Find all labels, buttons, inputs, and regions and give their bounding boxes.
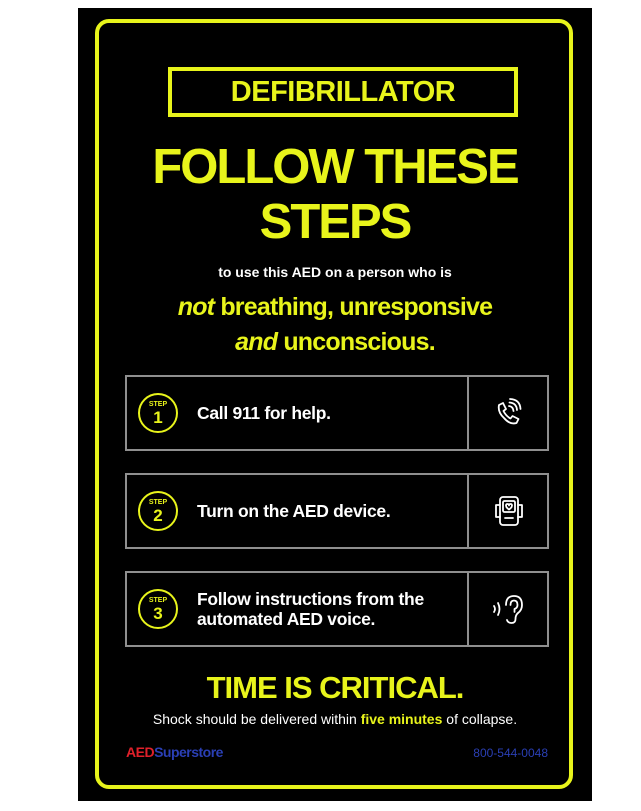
step-1-number: 1 [153,408,163,427]
step-3-line-2: automated AED voice. [197,609,376,629]
aed-poster [78,8,592,801]
phone-number: 800-544-0048 [473,746,548,760]
step-3-text [197,573,465,645]
condition-line-2 [78,330,592,355]
time-critical-heading: TIME IS CRITICAL. [206,670,464,705]
brand-part-1: AED [126,744,155,760]
brand-part-2: Superstore [154,744,223,760]
step-2-word: STEP [148,499,168,506]
ear-listening-icon [490,591,528,627]
step-3-line-1: Follow instructions from the [197,588,424,609]
condition-text-2: unconscious. [277,328,435,356]
phone-ringing-icon [492,396,526,430]
step-2-badge [138,491,178,531]
shock-text-after: of collapse. [442,711,518,727]
defibrillator-label: DEFIBRILLATOR [168,67,518,117]
step-3-row [125,571,549,647]
aed-device-icon [492,493,526,529]
step-3-number: 3 [153,604,163,623]
headline-line-1: FOLLOW THESE [152,140,518,194]
condition-emphasis-not: not [177,293,215,321]
shock-highlight: five minutes [360,711,443,727]
step-3-badge [138,589,178,629]
step-1-word: STEP [148,401,168,408]
step-1-text [197,377,465,449]
condition-text-1: breathing, unresponsive [214,293,493,321]
shock-notice [78,711,592,727]
step-1-line-1: Call 911 for help. [197,402,331,423]
step-2-text [197,475,465,547]
step-1-badge [138,393,178,433]
shock-text-before: Shock should be delivered within [152,711,361,727]
instruction-subtext: to use this AED on a person who is [218,264,452,280]
step-2-row [125,473,549,549]
brand-logo [126,744,223,760]
condition-line-1 [78,295,592,320]
headline-line-2: STEPS [259,195,411,249]
step-3-word: STEP [148,597,168,604]
condition-emphasis-and: and [235,328,278,356]
step-1-row [125,375,549,451]
step-2-number: 2 [153,506,163,525]
step-2-line-1: Turn on the AED device. [197,500,391,521]
